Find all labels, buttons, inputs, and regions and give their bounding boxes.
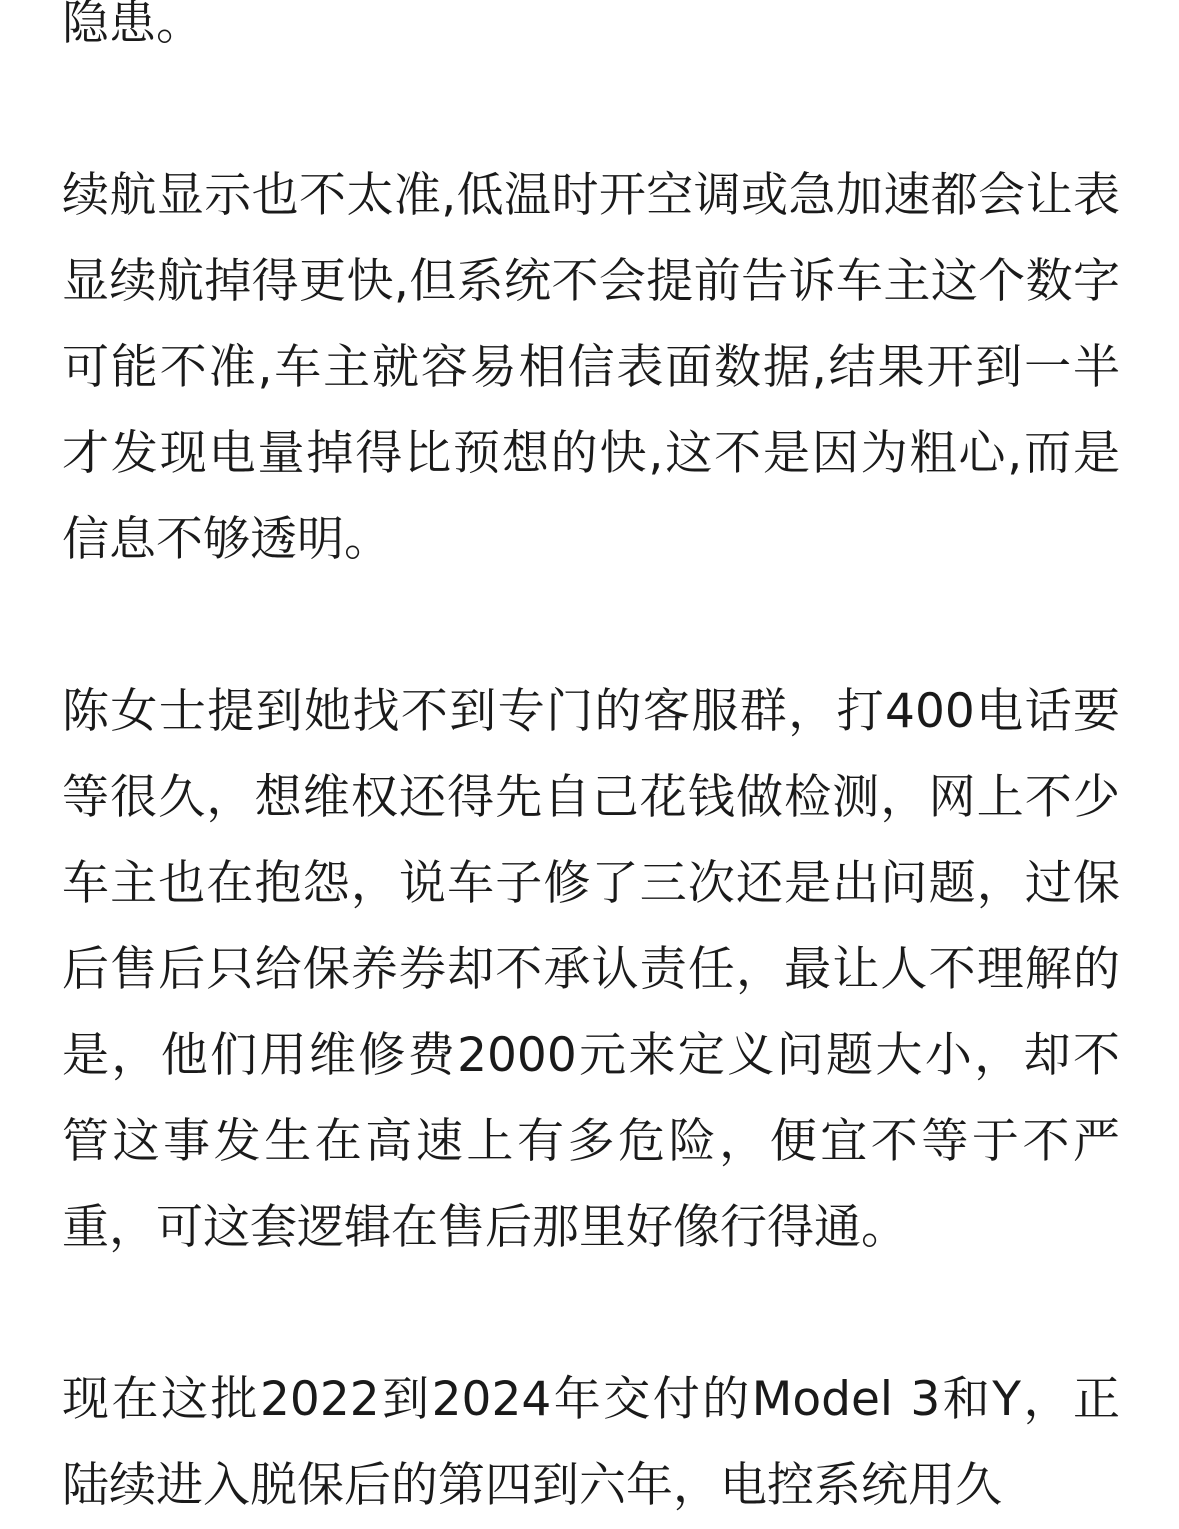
paragraph-intro-fragment: 隐患。 (62, 0, 203, 51)
paragraph-customer-service: 陈女士提到她找不到专门的客服群，打400电话要等很久，想维权还得先自己花钱做检测，网上不少车主也在抱怨，说车子修了三次还是出问题，过保后售后只给保养券却不承认责任，最让人不理解的是，他们用维修费2000元来定义问题大小，却不管这事发生在高速上有多危险，便宜不等于不严重，可这套逻辑在售后那里好像行得通。 (62, 684, 1120, 1255)
article-body (62, 0, 1120, 1529)
paragraph-range-display: 续航显示也不太准,低温时开空调或急加速都会让表显续航掉得更快,但系统不会提前告诉车主这个数字可能不准,车主就容易相信表面数据,结果开到一半才发现电量掉得比预想的快,这不是因为粗心,而是信息不够透明。 (62, 168, 1120, 567)
paragraph-warranty-expiry: 现在这批2022到2024年交付的Model 3和Y，正陆续进入脱保后的第四到六年，电控系统用久 (62, 1372, 1120, 1513)
